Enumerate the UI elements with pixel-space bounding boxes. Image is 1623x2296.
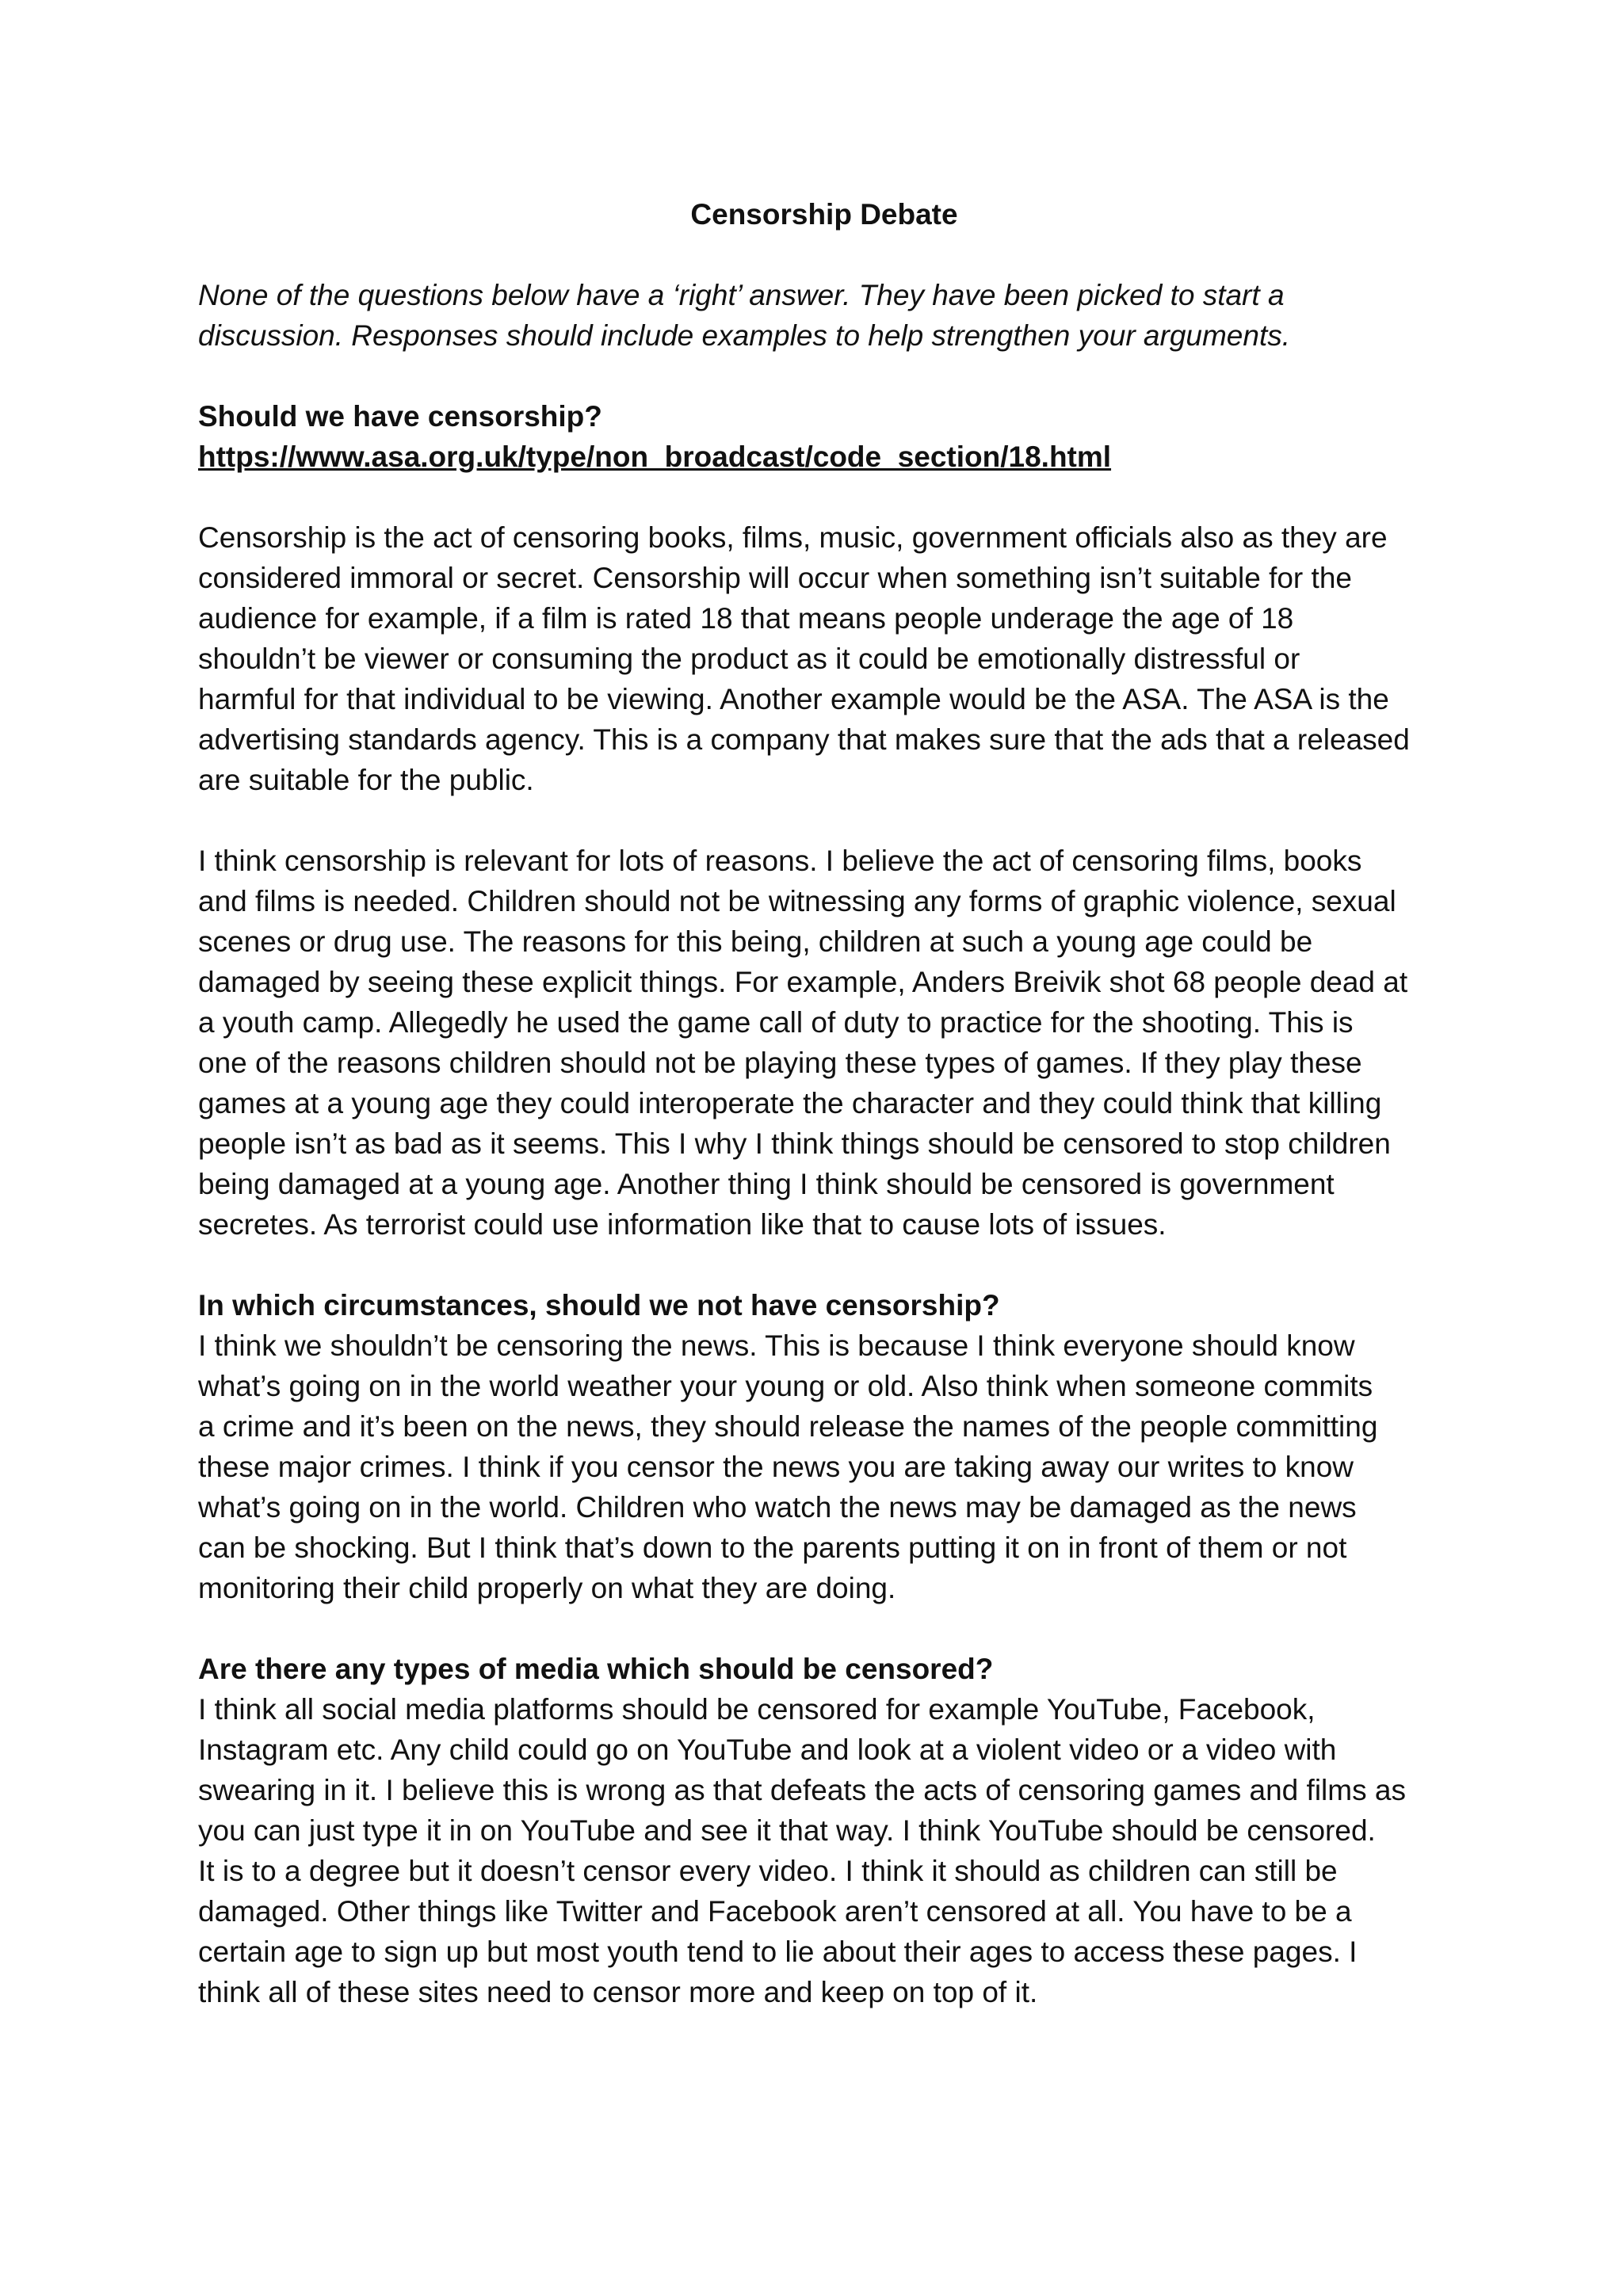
text-line: harmful for that individual to be viewing. Another example would be the ASA. The ASA is the (198, 683, 1389, 715)
text-line: monitoring their child properly on what they are doing. (198, 1572, 896, 1604)
text-line: a crime and it’s been on the news, they should release the names of the people committing (198, 1410, 1378, 1443)
text-line: being damaged at a young age. Another thing I think should be censored is government (198, 1168, 1335, 1200)
paragraph-definition (198, 517, 1450, 800)
text-line: damaged by seeing these explicit things. For example, Anders Breivik shot 68 people dead at (198, 966, 1408, 998)
text-line: Censorship is the act of censoring books, films, music, government officials also as they are (198, 521, 1388, 554)
text-line: I think all social media platforms should be censored for example YouTube, Facebook, (198, 1693, 1316, 1726)
intro-line: None of the questions below have a ‘right’ answer. They have been picked to start a (198, 279, 1285, 311)
text-line: think all of these sites need to censor more and keep on top of it. (198, 1976, 1038, 2008)
text-line: Instagram etc. Any child could go on YouTube and look at a violent video or a video with (198, 1733, 1337, 1766)
section-heading-should-we-have-censorship: Should we have censorship? (198, 400, 602, 433)
text-line: damaged. Other things like Twitter and Facebook aren’t censored at all. You have to be a (198, 1895, 1352, 1928)
section-heading-media-types: Are there any types of media which should be censored? (198, 1653, 994, 1685)
text-line: you can just type it in on YouTube and see it that way. I think YouTube should be censored. (198, 1814, 1376, 1847)
text-line: swearing in it. I believe this is wrong as that defeats the acts of censoring games and films as (198, 1774, 1406, 1806)
text-line: scenes or drug use. The reasons for this being, children at such a young age could be (198, 925, 1313, 958)
text-line: secretes. As terrorist could use information like that to cause lots of issues. (198, 1208, 1167, 1241)
section-heading-circumstances: In which circumstances, should we not have censorship? (198, 1289, 1000, 1322)
text-line: one of the reasons children should not be playing these types of games. If they play these (198, 1047, 1362, 1079)
text-line: can be shocking. But I think that’s down to the parents putting it on in front of them or not (198, 1531, 1347, 1564)
text-line: certain age to sign up but most youth tend to lie about their ages to access these pages. I (198, 1936, 1358, 1968)
text-line: advertising standards agency. This is a company that makes sure that the ads that a released (198, 723, 1410, 756)
text-line: audience for example, if a film is rated 18 that means people underage the age of 18 (198, 602, 1294, 635)
text-line: It is to a degree but it doesn’t censor every video. I think it should as children can still be (198, 1855, 1338, 1887)
intro-line: discussion. Responses should include examples to help strengthen your arguments. (198, 319, 1291, 352)
text-line: shouldn’t be viewer or consuming the product as it could be emotionally distressful or (198, 643, 1300, 675)
text-line: and films is needed. Children should not be witnessing any forms of graphic violence, sexual (198, 885, 1396, 917)
text-line: a youth camp. Allegedly he used the game call of duty to practice for the shooting. This is (198, 1006, 1354, 1039)
text-line: considered immoral or secret. Censorship will occur when something isn’t suitable for the (198, 562, 1352, 594)
text-line: what’s going on in the world. Children who watch the news may be damaged as the news (198, 1491, 1357, 1524)
text-line: people isn’t as bad as it seems. This I why I think things should be censored to stop children (198, 1127, 1391, 1160)
text-line: games at a young age they could interoperate the character and they could think that killing (198, 1087, 1382, 1119)
paragraph-news (198, 1325, 1450, 1608)
text-line: I think we shouldn’t be censoring the news. This is because I think everyone should know (198, 1329, 1355, 1362)
intro-text (198, 275, 1450, 356)
text-line: these major crimes. I think if you censor the news you are taking away our writes to know (198, 1451, 1354, 1483)
text-line: what’s going on in the world weather your young or old. Also think when someone commits (198, 1370, 1373, 1402)
asa-code-link[interactable]: https://www.asa.org.uk/type/non_broadcast/code_section/18.html (198, 441, 1112, 473)
page-title: Censorship Debate (690, 198, 958, 231)
paragraph-opinion (198, 841, 1450, 1245)
text-line: are suitable for the public. (198, 764, 534, 796)
text-line: I think censorship is relevant for lots of reasons. I believe the act of censoring films, books (198, 845, 1362, 877)
paragraph-social-media (198, 1689, 1450, 2012)
document-body (198, 194, 1450, 2053)
